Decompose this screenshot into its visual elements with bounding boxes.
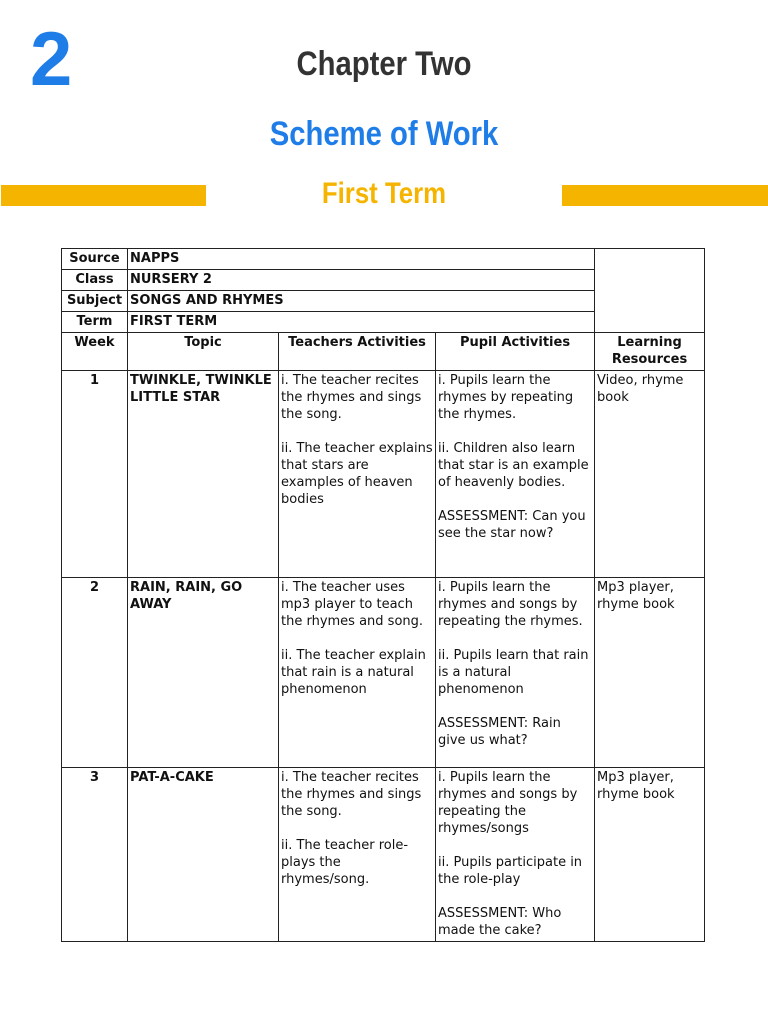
info-row-source <box>62 249 705 270</box>
pupil-activity-2: ii. Pupils participate in the role-play <box>438 855 583 887</box>
teachers-activities-cell <box>279 768 436 942</box>
subject-label: Subject <box>62 291 128 312</box>
class-label: Class <box>62 270 128 291</box>
topic-cell: RAIN, RAIN, GO AWAY <box>128 578 279 768</box>
week-number: 2 <box>62 578 128 768</box>
pupil-assessment: ASSESSMENT: Who made the cake? <box>438 906 562 938</box>
topic-header: Topic <box>128 333 279 371</box>
topic-cell: TWINKLE, TWINKLE LITTLE STAR <box>128 371 279 578</box>
teachers-activities-cell <box>279 371 436 578</box>
table-row <box>62 578 705 768</box>
term-title: First Term <box>321 177 447 210</box>
learning-resources-cell: Mp3 player, rhyme book <box>595 768 705 942</box>
source-label: Source <box>62 249 128 270</box>
scheme-title: Scheme of Work <box>269 115 499 153</box>
pupil-assessment: ASSESSMENT: Rain give us what? <box>438 716 561 748</box>
topic-cell: PAT-A-CAKE <box>128 768 279 942</box>
week-number: 3 <box>62 768 128 942</box>
term-label: Term <box>62 312 128 333</box>
week-number: 1 <box>62 371 128 578</box>
learning-resources-cell: Video, rhyme book <box>595 371 705 578</box>
teacher-activity-1: i. The teacher recites the rhymes and sings the song. <box>281 373 422 422</box>
pupil-activity-1: i. Pupils learn the rhymes and songs by repeating the rhymes/songs <box>438 770 578 836</box>
teacher-activity-2: ii. The teacher explain that rain is a natural phenomenon <box>281 648 426 697</box>
learning-resources-cell: Mp3 player, rhyme book <box>595 578 705 768</box>
chapter-title: Chapter Two <box>296 45 472 83</box>
learning-resources-header: Learning Resources <box>595 333 705 371</box>
teacher-activity-2: ii. The teacher explains that stars are examples of heaven bodies <box>281 441 433 507</box>
table-row <box>62 768 705 942</box>
teacher-activity-2: ii. The teacher role-plays the rhymes/song. <box>281 838 409 887</box>
teacher-activity-1: i. The teacher recites the rhymes and sings the song. <box>281 770 422 819</box>
term-value: FIRST TERM <box>128 312 595 333</box>
pupil-activities-header: Pupil Activities <box>436 333 595 371</box>
pupil-activities-cell <box>436 578 595 768</box>
pupil-activity-1: i. Pupils learn the rhymes and songs by repeating the rhymes. <box>438 580 583 629</box>
column-header-row <box>62 333 705 371</box>
scheme-of-work-table <box>61 248 705 942</box>
chapter-number: 2 <box>30 17 73 102</box>
pupil-activity-2: ii. Pupils learn that rain is a natural phenomenon <box>438 648 589 697</box>
teachers-activities-cell <box>279 578 436 768</box>
subject-value: SONGS AND RHYMES <box>128 291 595 312</box>
table-row <box>62 371 705 578</box>
teachers-activities-header: Teachers Activities <box>279 333 436 371</box>
week-header: Week <box>62 333 128 371</box>
pupil-activity-2: ii. Children also learn that star is an example of heavenly bodies. <box>438 441 589 490</box>
pupil-activities-cell <box>436 371 595 578</box>
info-blank-cell <box>595 249 705 333</box>
teacher-activity-1: i. The teacher uses mp3 player to teach the rhymes and song. <box>281 580 424 629</box>
pupil-activities-cell <box>436 768 595 942</box>
pupil-activity-1: i. Pupils learn the rhymes by repeating the rhymes. <box>438 373 574 422</box>
class-value: NURSERY 2 <box>128 270 595 291</box>
source-value: NAPPS <box>128 249 595 270</box>
pupil-assessment: ASSESSMENT: Can you see the star now? <box>438 509 586 541</box>
